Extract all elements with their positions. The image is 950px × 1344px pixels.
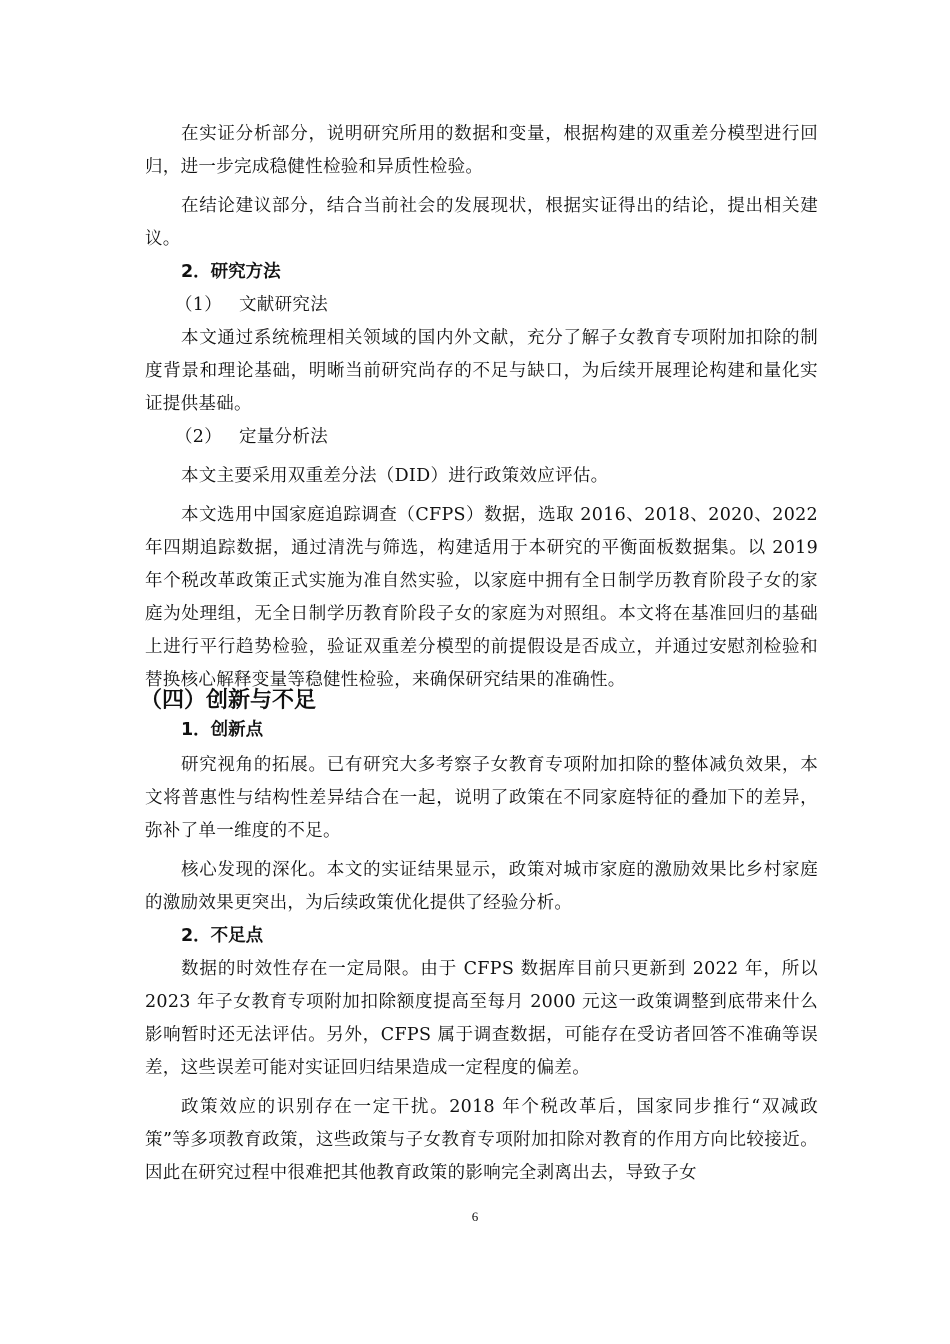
paragraph-shortcoming-2: 政策效应的识别存在一定干扰。2018 年个税改革后，国家同步推行“双减政策”等多项教育政策，这些政策与子女教育专项附加扣除对教育的作用方向比较接近。因此在研究过程中很难把其他教育政策的影响完全剥离出去，导致子女 xyxy=(145,1097,818,1183)
section-4 xyxy=(140,684,813,718)
body-bottom xyxy=(145,714,818,1190)
paragraph-literature: 本文通过系统梳理相关领域的国内外文献，充分了解子女教育专项附加扣除的制度背景和理论基础，明晰当前研究尚存的不足与缺口，为后续开展理论构建和量化实证提供基础。 xyxy=(145,328,818,414)
method-1-title: 文献研究法 xyxy=(239,295,328,315)
heading-shortcoming: 2．不足点 xyxy=(181,926,264,946)
heading-research-methods: 2．研究方法 xyxy=(181,262,281,282)
paragraph-did: 本文主要采用双重差分法（DID）进行政策效应评估。 xyxy=(181,466,609,486)
page-number: 6 xyxy=(471,1209,479,1224)
method-1-heading xyxy=(145,289,818,322)
method-2-number: （2） xyxy=(175,427,223,447)
paragraph-empirical: 在实证分析部分，说明研究所用的数据和变量，根据构建的双重差分模型进行回归，进一步完成稳健性检验和异质性检验。 xyxy=(145,124,818,177)
heading-innovation: 1．创新点 xyxy=(181,720,264,740)
method-1-number: （1） xyxy=(175,295,223,315)
method-2-title: 定量分析法 xyxy=(239,427,328,447)
paragraph-shortcoming-1: 数据的时效性存在一定局限。由于 CFPS 数据库目前只更新到 2022 年，所以 2023 年子女教育专项附加扣除额度提高至每月 2000 元这一政策调整到底带来什么影响暂时还无法评估。另外，CFPS 属于调查数据，可能存在受访者回答不准确等误差，这些误差可能对实证回归结果造成一定程度的偏差。 xyxy=(145,959,818,1078)
paragraph-data: 本文选用中国家庭追踪调查（CFPS）数据，选取 2016、2018、2020、2022 年四期追踪数据，通过清洗与筛选，构建适用于本研究的平衡面板数据集。以 2019 年个税改革政策正式实施为准自然实验，以家庭中拥有全日制学历教育阶段子女的家庭为处理组，无全日制学历教育阶段子女的家庭为对照组。本文将在基准回归的基础上进行平行趋势检验，验证双重差分模型的前提假设是否成立，并通过安慰剂检验和替换核心解释变量等稳健性检验，来确保研究结果的准确性。 xyxy=(145,505,818,690)
body-top xyxy=(145,118,818,697)
paragraph-innovation-2: 核心发现的深化。本文的实证结果显示，政策对城市家庭的激励效果比乡村家庭的激励效果更突出，为后续政策优化提供了经验分析。 xyxy=(145,860,818,913)
heading-section-4: （四）创新与不足 xyxy=(140,688,317,713)
paragraph-conclusion: 在结论建议部分，结合当前社会的发展现状，根据实证得出的结论，提出相关建议。 xyxy=(145,196,818,249)
method-2-heading xyxy=(145,421,818,454)
paragraph-innovation-1: 研究视角的拓展。已有研究大多考察子女教育专项附加扣除的整体减负效果，本文将普惠性与结构性差异结合在一起，说明了政策在不同家庭特征的叠加下的差异，弥补了单一维度的不足。 xyxy=(145,755,818,841)
